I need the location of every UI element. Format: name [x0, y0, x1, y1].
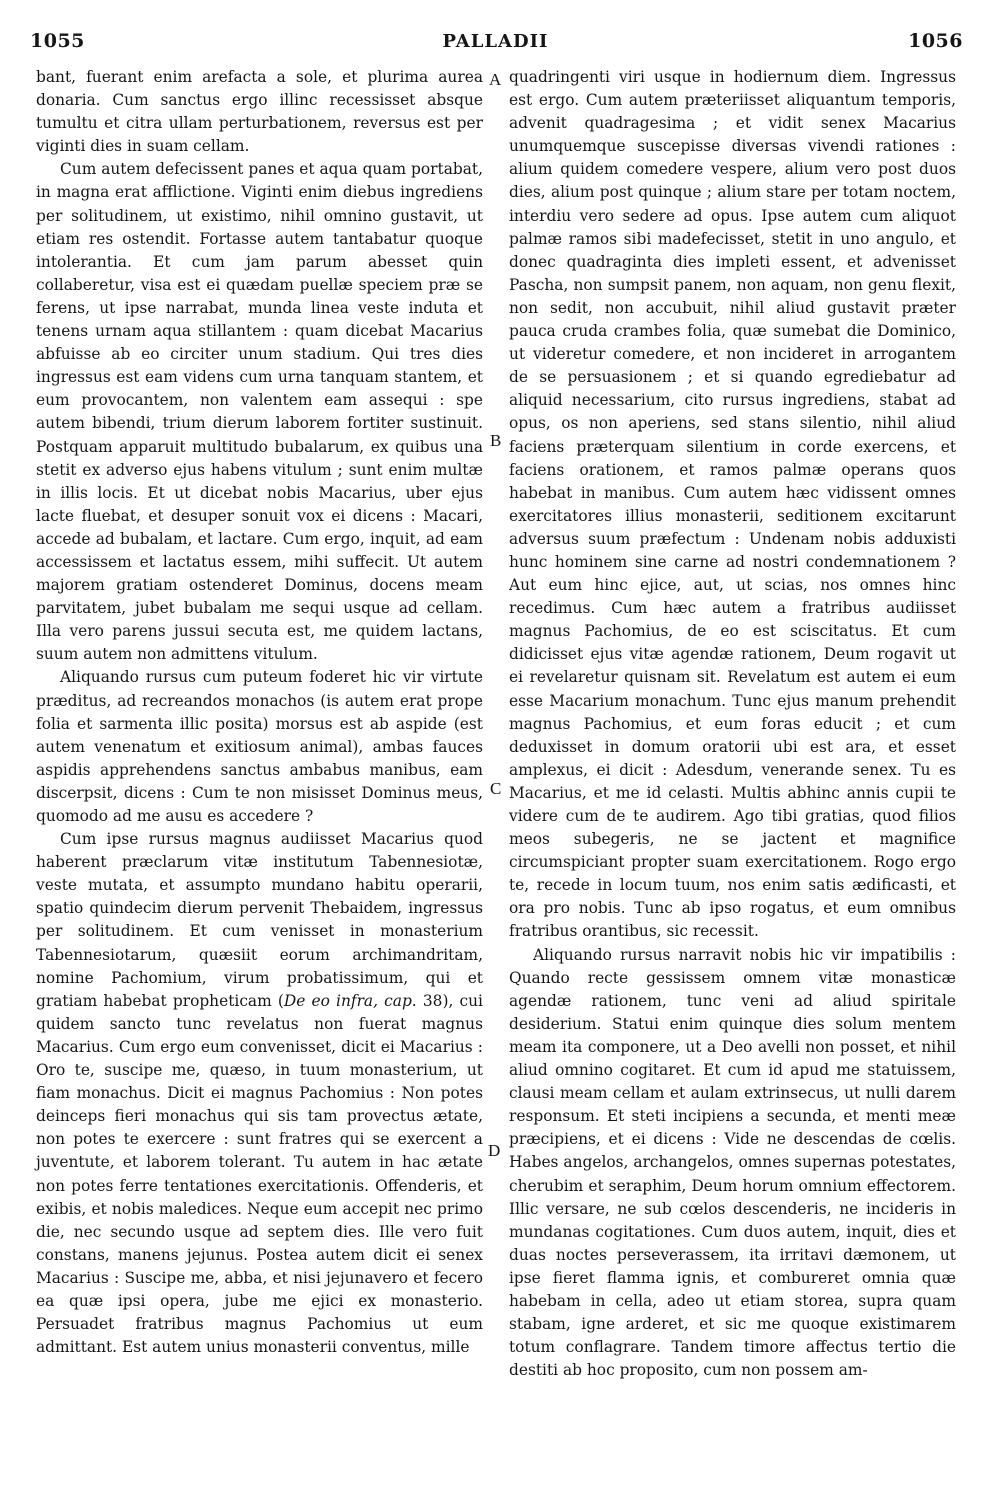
left-paragraph-4-part-1: Cum ipse rursus magnus audiisset Macarius quod haberent præclarum vitæ institutum Tabennesiotæ, veste mutata, et assumpto mundano habitu operarii, spatio quindecim dierum pervenit Thebaidem, ingressus per solitudinem. Et cum venisset in monasterium Tabennesiotarum, quæsiit eorum archimandritam, nomine Pachomium, virum probatissimum, qui et gratiam habebat propheticam (: [36, 830, 483, 1010]
running-header: [28, 30, 963, 58]
cross-reference: De eo infra, cap.: [283, 991, 417, 1010]
left-column: [36, 66, 483, 1359]
right-paragraph-2: Aliquando rursus narravit nobis hic vir impatibilis : Quando recte gessissem omnem vitæ monasticæ agendæ rationem, tunc veni ad aliud spiritale desiderium. Statui enim quinque dies solum mentem meam ita componere, ut a Deo avelli non posset, et nihil aliud omnino cogitaret. Et cum id apud me statuissem, clausi meam cellam et aulam extrinsecus, ut nulli darem responsum. Et steti incipiens a secunda, et menti meæ præcipiens, et ei dicens : Vide ne descendas de cœlis. Habes angelos, archangelos, omnes supernas potestates, cherubim et seraphim, Deum horum omnium effectorem. Illic versare, ne sub cœlos descenderis, ne incideris in mundanas cogitationes. Cum duos autem, inquit, dies et duas noctes perseverassem, ita irritavi dæmonem, ut ipse fieret flamma ignis, et combureret omnia quæ habebam in cella, adeo ut etiam storea, supra quam stabam, igne arderet, et sic me quoque existimarem totum conflagrare. Tandem timore affectus tertio die destiti ab hoc proposito, cum non possem am-: [509, 945, 956, 1380]
left-paragraph-3: Aliquando rursus cum puteum foderet hic vir virtute præditus, ad recreandos monachos (is autem erat prope folia et sarmenta illic posita) morsus est ab aspide (est autem venenatum et exitiosum animal), ambas fauces aspidis apprehendens sanctus ambabus manibus, eam discerpsit, dicens : Cum te non misisset Dominus meus, quomodo ad me ausu es accedere ?: [36, 668, 483, 825]
margin-letter-d: D: [488, 1141, 501, 1160]
left-paragraph-2: Cum autem defecissent panes et aqua quam portabat, in magna erat afflictione. Viginti enim diebus ingrediens per solitudinem, ut existimo, nihil omnino gustavit, ut etiam res ostendit. Fortasse autem tantabatur quoque intolerantia. Et cum jam parum abesset quin collaberetur, visa est ei quædam puellæ speciem præ se ferens, ut ipse narrabat, munda linea veste induta et tenens urnam aqua stillantem : quam dicebat Macarius abfuisse ab eo circiter unum stadium. Qui tres dies ingressus est eam videns cum urna tanquam stantem, et eum provocantem, non valentem eam assequi : spe autem bibendi, trium dierum laborem fortiter sustinuit. Postquam apparuit multitudo bubalarum, ex quibus una stetit ex adverso ejus habens vitulum ; sunt enim multæ in illis locis. Et ut dicebat nobis Macarius, uber ejus lacte fluebat, et desuper sonuit vox ei dicens : Macari, accede ad bubalam, et lactare. Cum ergo, inquit, ad eam accessissem et lactatus essem, mihi suffecit. Ut autem majorem gratiam ostenderet Dominus, docens meam parvitatem, jubet bubalam me sequi usque ad cellam. Illa vero parens jussui secuta est, me quidem lactans, suum autem non admittens vitulum.: [36, 160, 483, 664]
left-paragraph-1: bant, fuerant enim arefacta a sole, et plurima aurea donaria. Cum sanctus ergo illinc recessisset absque tumultu et citra ullam perturbationem, reversus est per viginti dies in suam cellam.: [36, 68, 483, 156]
left-paragraph-4: [36, 828, 483, 1359]
page-number-right: 1056: [908, 30, 963, 52]
page-number-left: 1055: [30, 30, 85, 52]
margin-letter-c: C: [490, 779, 502, 798]
right-paragraph-1: quadringenti viri usque in hodiernum diem. Ingressus est ergo. Cum autem præteriisset aliquantum temporis, advenit quadragesima ; et vidit senex Macarius unumquemque suscepisse diversas vivendi rationes : alium quidem comedere vespere, alium vero post duos dies, alium post quinque ; alium stare per totam noctem, interdiu vero sedere ad opus. Ipse autem cum aliquot palmæ ramos sibi madefecisset, stetit in uno angulo, et donec quadraginta dies impleti essent, et advenisset Pascha, non sumpsit panem, non aquam, non genu flexit, non sedit, non accubuit, nihil aliud gustavit præter pauca cruda crambes folia, quæ sumebat die Dominico, ut videretur comedere, et non incideret in arrogantem de se persuasionem ; et si quando egrediebatur ad aliquid necessarium, cito rursus ingrediens, stabat ad opus, os non aperiens, sed stans silentio, nihil aliud faciens præterquam silentium in corde exercens, et faciens orationem, et ramos palmæ operans quos habebat in manibus. Cum autem hæc vidissent omnes exercitatores illius monasterii, seditionem excitarunt adversus suum præfectum : Undenam nobis adduxisti hunc hominem sine carne ad nostri condemnationem ? Aut eum hinc ejice, aut, ut scias, nos omnes hinc recedimus. Cum hæc autem a fratribus audiisset magnus Pachomius, de eo est sciscitatus. Et cum didicisset ejus vitæ agendæ rationem, Deum rogavit ut ei revelaretur quisnam sit. Revelatum est autem ei eum esse Macarium monachum. Tunc ejus manum prehendit magnus Pachomius, et eum foras educit ; et cum deduxisset in domum oratorii ubi est ara, et esset amplexus, ei dicit : Adesdum, venerande senex. Tu es Macarius, et me id celasti. Multis abhinc annis cupii te videre cum de te audirem. Ago tibi gratias, quod filios meos subegeris, ne se jactent et magnifice circumspiciant propter suam exercitationem. Rogo ergo te, recede in locum tuum, nos enim satis ædificasti, et ora pro nobis. Tunc ab ipso rogatus, et eum omnibus fratribus orantibus, sic recessit.: [509, 68, 956, 941]
running-title: PALLADII: [442, 31, 549, 52]
left-paragraph-4-part-2: 38), cui quidem sancto tunc revelatus non fuerat magnus Macarius. Cum ergo eum convenisset, dicit ei Macarius : Oro te, suscipe me, quæso, in tuum monasterium, ut fiam monachus. Dicit ei magnus Pachomius : Non potes deinceps fieri monachus qui sis tam provectus ætate, non potes te exercere : sunt fratres qui se exercent a juventute, et laborem tolerant. Tu autem in hac ætate non potes ferre tentationes exercitationis. Offenderis, et exibis, et nobis maledices. Neque eum accepit nec primo die, nec secundo usque ad septem dies. Ille vero fuit constans, manens jejunus. Postea autem dicit ei senex Macarius : Suscipe me, abba, et nisi jejunavero et fecero ea quæ ipsi opera, jube me ejici ex monasterio. Persuadet fratribus magnus Pachomius ut eum admittant. Est autem unius monasterii conventus, mille: [36, 991, 483, 1357]
right-column: [509, 66, 956, 1382]
margin-letter-b: B: [490, 431, 502, 450]
margin-letter-a: A: [489, 70, 502, 89]
